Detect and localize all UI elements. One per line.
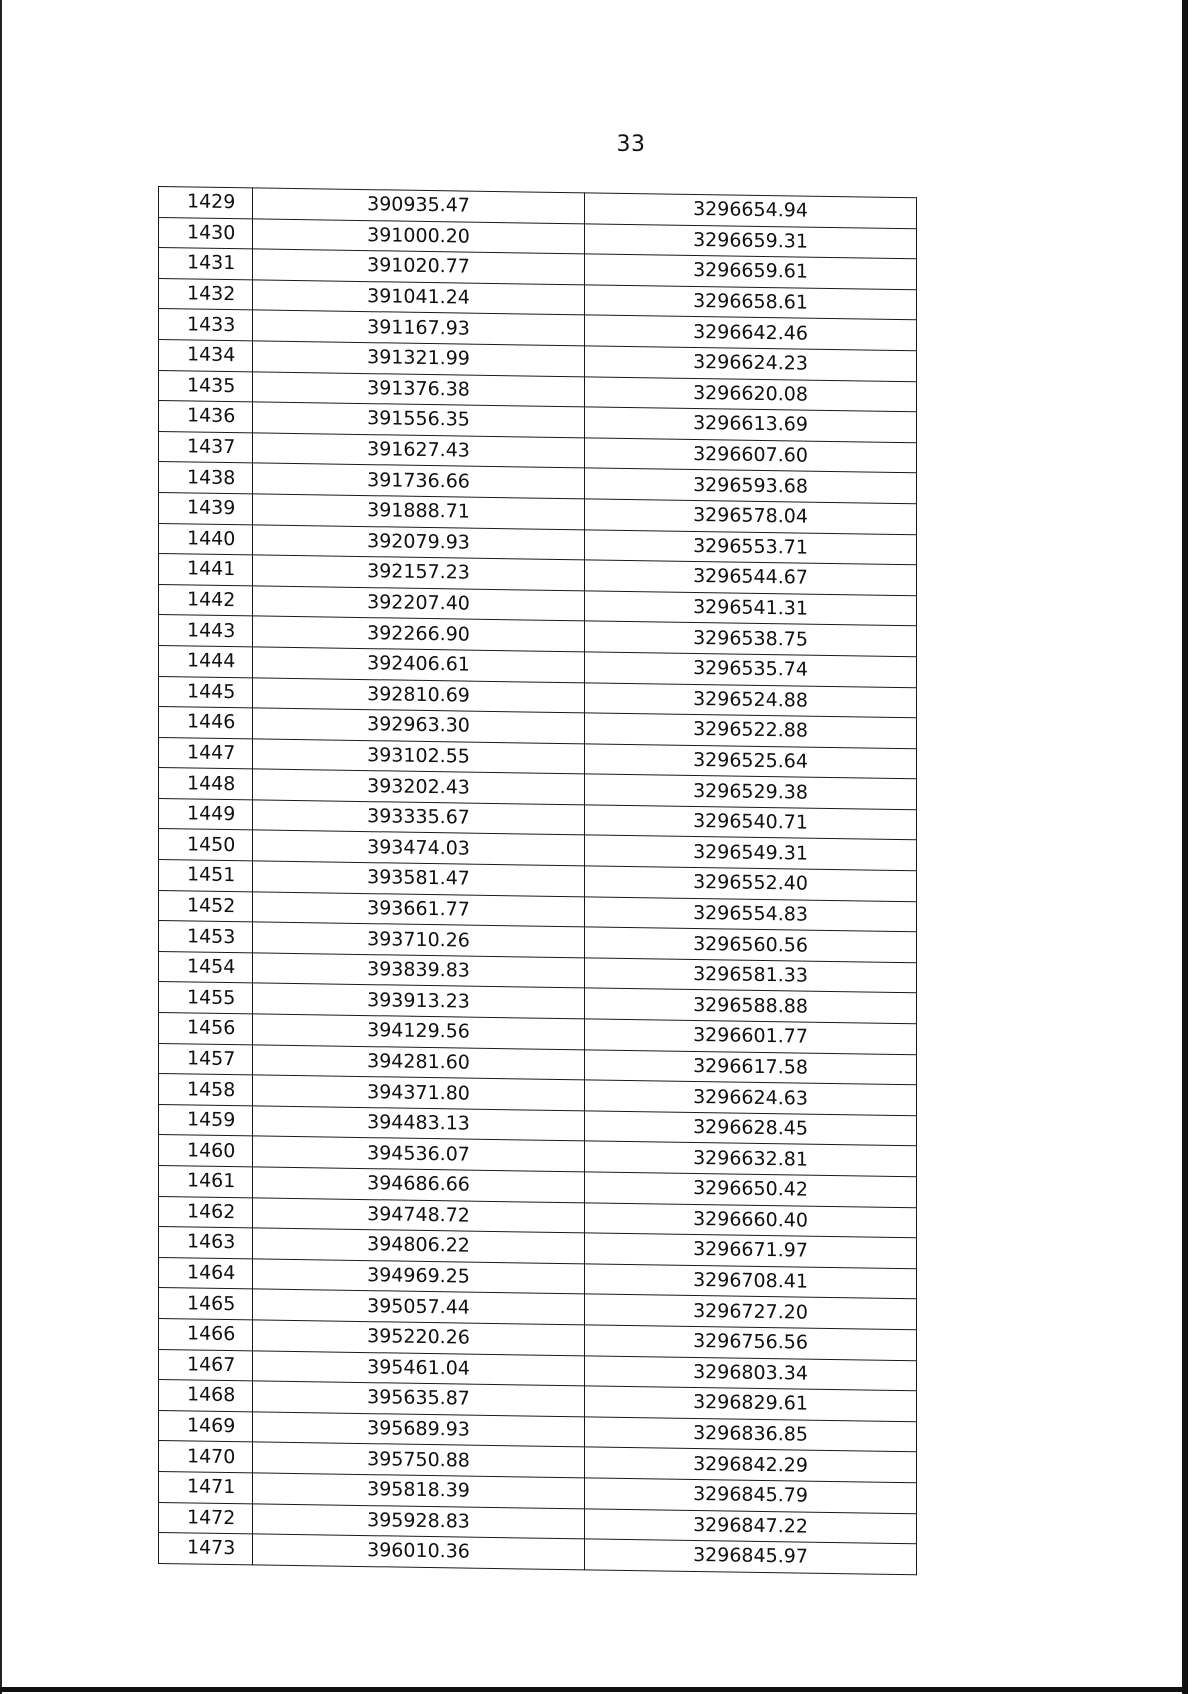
y-coordinate-cell: 3296607.60 xyxy=(585,438,917,474)
point-id-cell: 1440 xyxy=(159,523,253,555)
point-id-cell: 1443 xyxy=(159,615,253,647)
x-coordinate-cell: 393839.83 xyxy=(253,953,585,989)
x-coordinate-cell: 395461.04 xyxy=(253,1350,585,1386)
y-coordinate-cell: 3296535.74 xyxy=(585,652,917,688)
y-coordinate-cell: 3296847.22 xyxy=(585,1508,917,1544)
x-coordinate-cell: 392157.23 xyxy=(253,555,585,591)
x-coordinate-cell: 393102.55 xyxy=(253,739,585,775)
y-coordinate-cell: 3296617.58 xyxy=(585,1049,917,1085)
y-coordinate-cell: 3296538.75 xyxy=(585,621,917,657)
y-coordinate-cell: 3296540.71 xyxy=(585,805,917,841)
y-coordinate-cell: 3296522.88 xyxy=(585,713,917,749)
point-id-cell: 1444 xyxy=(159,645,253,677)
x-coordinate-cell: 395818.39 xyxy=(253,1473,585,1509)
page-number: 33 xyxy=(616,132,646,157)
x-coordinate-cell: 393581.47 xyxy=(253,861,585,897)
point-id-cell: 1435 xyxy=(159,370,253,402)
point-id-cell: 1461 xyxy=(159,1166,253,1198)
x-coordinate-cell: 394281.60 xyxy=(253,1045,585,1081)
x-coordinate-cell: 391020.77 xyxy=(253,249,585,285)
y-coordinate-cell: 3296632.81 xyxy=(585,1141,917,1177)
x-coordinate-cell: 391000.20 xyxy=(253,218,585,254)
point-id-cell: 1450 xyxy=(159,829,253,861)
y-coordinate-cell: 3296650.42 xyxy=(585,1172,917,1208)
point-id-cell: 1437 xyxy=(159,431,253,463)
point-id-cell: 1459 xyxy=(159,1104,253,1136)
y-coordinate-cell: 3296836.85 xyxy=(585,1417,917,1453)
x-coordinate-cell: 392963.30 xyxy=(253,708,585,744)
y-coordinate-cell: 3296803.34 xyxy=(585,1355,917,1391)
point-id-cell: 1458 xyxy=(159,1074,253,1106)
y-coordinate-cell: 3296654.94 xyxy=(585,193,917,229)
y-coordinate-cell: 3296578.04 xyxy=(585,499,917,535)
y-coordinate-cell: 3296549.31 xyxy=(585,835,917,871)
x-coordinate-cell: 391627.43 xyxy=(253,433,585,469)
point-id-cell: 1445 xyxy=(159,676,253,708)
y-coordinate-cell: 3296552.40 xyxy=(585,866,917,902)
point-id-cell: 1465 xyxy=(159,1288,253,1320)
point-id-cell: 1464 xyxy=(159,1257,253,1289)
x-coordinate-cell: 394686.66 xyxy=(253,1167,585,1203)
point-id-cell: 1436 xyxy=(159,401,253,433)
point-id-cell: 1454 xyxy=(159,951,253,983)
x-coordinate-cell: 392207.40 xyxy=(253,586,585,622)
x-coordinate-cell: 391167.93 xyxy=(253,310,585,346)
point-id-cell: 1455 xyxy=(159,982,253,1014)
point-id-cell: 1433 xyxy=(159,309,253,341)
y-coordinate-cell: 3296845.79 xyxy=(585,1478,917,1514)
y-coordinate-cell: 3296708.41 xyxy=(585,1264,917,1300)
y-coordinate-cell: 3296554.83 xyxy=(585,896,917,932)
x-coordinate-cell: 393202.43 xyxy=(253,769,585,805)
point-id-cell: 1446 xyxy=(159,707,253,739)
point-id-cell: 1468 xyxy=(159,1380,253,1412)
y-coordinate-cell: 3296659.31 xyxy=(585,223,917,259)
y-coordinate-cell: 3296658.61 xyxy=(585,285,917,321)
y-coordinate-cell: 3296628.45 xyxy=(585,1111,917,1147)
x-coordinate-cell: 394371.80 xyxy=(253,1075,585,1111)
point-id-cell: 1441 xyxy=(159,554,253,586)
point-id-cell: 1451 xyxy=(159,860,253,892)
point-id-cell: 1439 xyxy=(159,492,253,524)
point-id-cell: 1434 xyxy=(159,339,253,371)
x-coordinate-cell: 394483.13 xyxy=(253,1106,585,1142)
point-id-cell: 1442 xyxy=(159,584,253,616)
x-coordinate-cell: 393474.03 xyxy=(253,830,585,866)
point-id-cell: 1456 xyxy=(159,1013,253,1045)
y-coordinate-cell: 3296544.67 xyxy=(585,560,917,596)
y-coordinate-cell: 3296624.63 xyxy=(585,1080,917,1116)
x-coordinate-cell: 395689.93 xyxy=(253,1412,585,1448)
y-coordinate-cell: 3296727.20 xyxy=(585,1294,917,1330)
y-coordinate-cell: 3296829.61 xyxy=(585,1386,917,1422)
x-coordinate-cell: 393335.67 xyxy=(253,800,585,836)
y-coordinate-cell: 3296601.77 xyxy=(585,1019,917,1055)
x-coordinate-cell: 391376.38 xyxy=(253,371,585,407)
x-coordinate-cell: 396010.36 xyxy=(253,1534,585,1570)
point-id-cell: 1457 xyxy=(159,1043,253,1075)
x-coordinate-cell: 394536.07 xyxy=(253,1136,585,1172)
x-coordinate-cell: 391556.35 xyxy=(253,402,585,438)
x-coordinate-cell: 392810.69 xyxy=(253,677,585,713)
point-id-cell: 1429 xyxy=(159,187,253,219)
y-coordinate-cell: 3296588.88 xyxy=(585,988,917,1024)
point-id-cell: 1447 xyxy=(159,737,253,769)
y-coordinate-cell: 3296525.64 xyxy=(585,744,917,780)
y-coordinate-cell: 3296524.88 xyxy=(585,682,917,718)
point-id-cell: 1466 xyxy=(159,1318,253,1350)
x-coordinate-cell: 395220.26 xyxy=(253,1320,585,1356)
y-coordinate-cell: 3296660.40 xyxy=(585,1202,917,1238)
x-coordinate-cell: 393661.77 xyxy=(253,892,585,928)
x-coordinate-cell: 394806.22 xyxy=(253,1228,585,1264)
x-coordinate-cell: 391321.99 xyxy=(253,341,585,377)
point-id-cell: 1452 xyxy=(159,890,253,922)
x-coordinate-cell: 391888.71 xyxy=(253,494,585,530)
y-coordinate-cell: 3296593.68 xyxy=(585,468,917,504)
y-coordinate-cell: 3296842.29 xyxy=(585,1447,917,1483)
point-id-cell: 1449 xyxy=(159,798,253,830)
point-id-cell: 1432 xyxy=(159,278,253,310)
x-coordinate-cell: 394129.56 xyxy=(253,1014,585,1050)
x-coordinate-cell: 394748.72 xyxy=(253,1197,585,1233)
y-coordinate-cell: 3296613.69 xyxy=(585,407,917,443)
point-id-cell: 1430 xyxy=(159,217,253,249)
x-coordinate-cell: 395635.87 xyxy=(253,1381,585,1417)
x-coordinate-cell: 395928.83 xyxy=(253,1503,585,1539)
coordinate-table xyxy=(158,186,917,1575)
y-coordinate-cell: 3296671.97 xyxy=(585,1233,917,1269)
point-id-cell: 1453 xyxy=(159,921,253,953)
point-id-cell: 1448 xyxy=(159,768,253,800)
point-id-cell: 1460 xyxy=(159,1135,253,1167)
point-id-cell: 1469 xyxy=(159,1410,253,1442)
point-id-cell: 1472 xyxy=(159,1502,253,1534)
y-coordinate-cell: 3296845.97 xyxy=(585,1539,917,1575)
y-coordinate-cell: 3296624.23 xyxy=(585,346,917,382)
x-coordinate-cell: 395750.88 xyxy=(253,1442,585,1478)
x-coordinate-cell: 390935.47 xyxy=(253,188,585,224)
point-id-cell: 1467 xyxy=(159,1349,253,1381)
x-coordinate-cell: 392406.61 xyxy=(253,647,585,683)
point-id-cell: 1462 xyxy=(159,1196,253,1228)
scan-edge-right xyxy=(1182,0,1188,1694)
point-id-cell: 1438 xyxy=(159,462,253,494)
scan-edge-bottom xyxy=(0,1687,1188,1692)
y-coordinate-cell: 3296529.38 xyxy=(585,774,917,810)
x-coordinate-cell: 393710.26 xyxy=(253,922,585,958)
x-coordinate-cell: 391736.66 xyxy=(253,463,585,499)
y-coordinate-cell: 3296553.71 xyxy=(585,529,917,565)
y-coordinate-cell: 3296541.31 xyxy=(585,591,917,627)
x-coordinate-cell: 392079.93 xyxy=(253,524,585,560)
x-coordinate-cell: 395057.44 xyxy=(253,1289,585,1325)
x-coordinate-cell: 393913.23 xyxy=(253,983,585,1019)
y-coordinate-cell: 3296659.61 xyxy=(585,254,917,290)
point-id-cell: 1431 xyxy=(159,248,253,280)
point-id-cell: 1463 xyxy=(159,1227,253,1259)
y-coordinate-cell: 3296560.56 xyxy=(585,927,917,963)
point-id-cell: 1471 xyxy=(159,1471,253,1503)
y-coordinate-cell: 3296620.08 xyxy=(585,376,917,412)
scan-edge-left xyxy=(0,0,2,1694)
y-coordinate-cell: 3296756.56 xyxy=(585,1325,917,1361)
point-id-cell: 1470 xyxy=(159,1441,253,1473)
point-id-cell: 1473 xyxy=(159,1533,253,1565)
y-coordinate-cell: 3296581.33 xyxy=(585,958,917,994)
x-coordinate-cell: 394969.25 xyxy=(253,1259,585,1295)
x-coordinate-cell: 391041.24 xyxy=(253,280,585,316)
coordinate-table-body xyxy=(159,187,917,1575)
x-coordinate-cell: 392266.90 xyxy=(253,616,585,652)
y-coordinate-cell: 3296642.46 xyxy=(585,315,917,351)
